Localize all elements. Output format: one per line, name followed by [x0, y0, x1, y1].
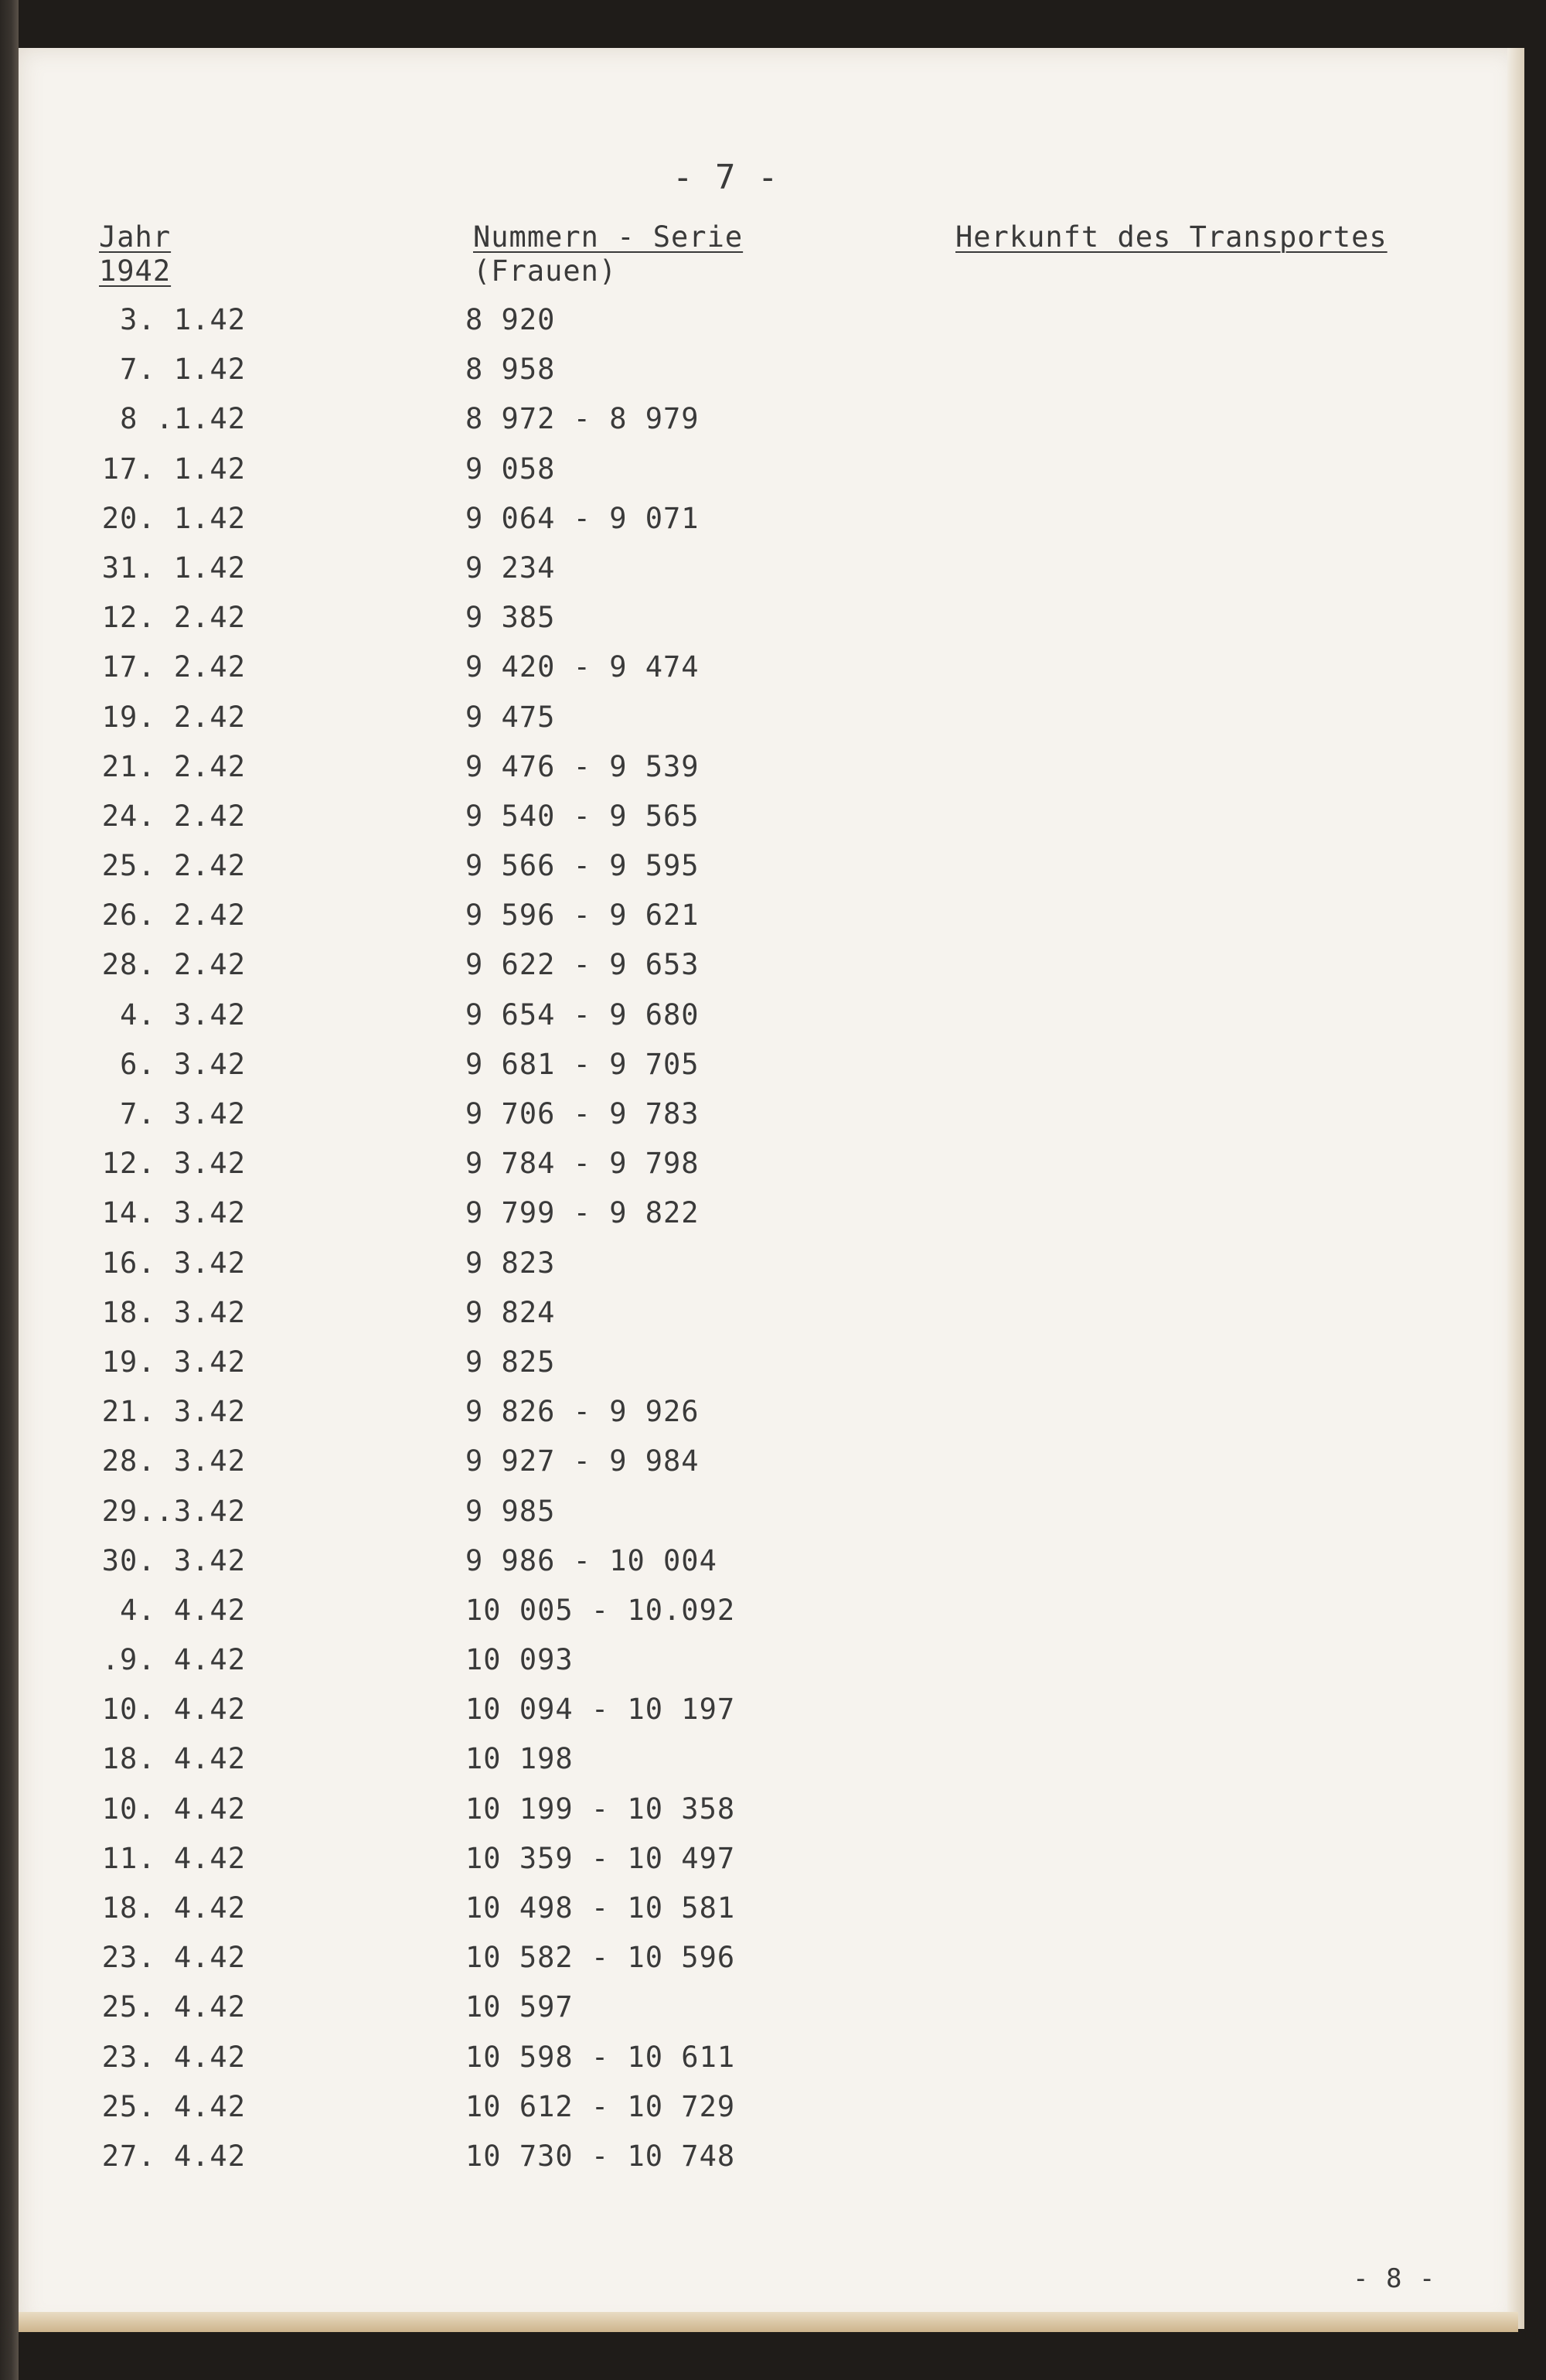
row-number-series: 9 476 - 9 539 [465, 749, 700, 783]
row-number-series: 10 359 - 10 497 [465, 1841, 736, 1875]
row-date: 6. 3.42 [120, 1047, 246, 1081]
row-number-series: 9 823 [465, 1246, 556, 1280]
row-date: 17. 1.42 [101, 452, 246, 486]
row-date: 18. 4.42 [101, 1742, 246, 1776]
table-row [0, 1842, 1469, 1891]
row-number-series: 9 825 [465, 1345, 556, 1379]
row-number-series: 9 654 - 9 680 [465, 997, 700, 1031]
table-row [0, 551, 1469, 601]
row-number-series: 9 058 [465, 452, 556, 486]
row-date: 7. 1.42 [120, 353, 246, 387]
page-number: - 7 - [673, 158, 779, 197]
row-date: 21. 3.42 [101, 1395, 246, 1429]
row-date: 16. 3.42 [101, 1246, 246, 1280]
row-number-series: 9 681 - 9 705 [465, 1047, 700, 1081]
table-row [0, 1544, 1469, 1594]
row-date: 23. 4.42 [101, 2040, 246, 2074]
row-number-series: 10 582 - 10 596 [465, 1941, 736, 1975]
row-number-series: 9 540 - 9 565 [465, 799, 700, 833]
table-row [0, 502, 1469, 551]
row-date: 19. 3.42 [101, 1345, 246, 1379]
row-date: 10. 4.42 [101, 1693, 246, 1727]
row-number-series: 9 799 - 9 822 [465, 1196, 700, 1230]
row-number-series: 9 824 [465, 1295, 556, 1329]
table-row [0, 701, 1469, 750]
row-number-series: 10 730 - 10 748 [465, 2139, 736, 2173]
table-row [0, 1495, 1469, 1544]
table-row [0, 402, 1469, 452]
row-number-series: 10 005 - 10.092 [465, 1593, 736, 1627]
row-date: 29..3.42 [101, 1494, 246, 1528]
row-date: 18. 4.42 [101, 1891, 246, 1925]
row-date: 12. 2.42 [101, 601, 246, 635]
table-row [0, 1742, 1469, 1792]
table-row [0, 1643, 1469, 1693]
row-date: 17. 2.42 [101, 650, 246, 684]
row-date: 7. 3.42 [120, 1097, 246, 1130]
table-row [0, 1444, 1469, 1494]
row-number-series: 9 985 [465, 1494, 556, 1528]
row-date: 4. 3.42 [120, 997, 246, 1031]
table-row [0, 2140, 1469, 2189]
table-row [0, 1345, 1469, 1395]
row-date: 25. 4.42 [101, 2089, 246, 2123]
row-number-series: 10 094 - 10 197 [465, 1693, 736, 1727]
table-row [0, 800, 1469, 849]
row-date: 10. 4.42 [101, 1792, 246, 1826]
row-date: 3. 1.42 [120, 303, 246, 336]
row-number-series: 9 566 - 9 595 [465, 849, 700, 883]
table-row [0, 2041, 1469, 2090]
row-number-series: 10 612 - 10 729 [465, 2089, 736, 2123]
table-row [0, 650, 1469, 700]
row-number-series: 9 475 [465, 700, 556, 734]
row-number-series: 9 784 - 9 798 [465, 1147, 700, 1181]
row-date: 27. 4.42 [101, 2139, 246, 2173]
table-row [0, 750, 1469, 800]
row-date: 14. 3.42 [101, 1196, 246, 1230]
row-number-series: 8 920 [465, 303, 556, 336]
row-number-series: 9 385 [465, 601, 556, 635]
row-number-series: 10 198 [465, 1742, 574, 1776]
row-date: 25. 2.42 [101, 849, 246, 883]
row-number-series: 9 826 - 9 926 [465, 1395, 700, 1429]
row-number-series: 9 064 - 9 071 [465, 501, 700, 535]
row-date: 4. 4.42 [120, 1593, 246, 1627]
row-number-series: 9 706 - 9 783 [465, 1097, 700, 1130]
table-row [0, 452, 1469, 502]
row-date: 20. 1.42 [101, 501, 246, 535]
table-row [0, 1395, 1469, 1444]
row-number-series: 9 986 - 10 004 [465, 1543, 717, 1577]
row-number-series: 8 958 [465, 353, 556, 387]
row-number-series: 10 498 - 10 581 [465, 1891, 736, 1925]
column-header-numbers-sub: (Frauen) [473, 254, 618, 288]
column-header-origin: Herkunft des Transportes [955, 220, 1388, 254]
next-page-marker: - 8 - [1353, 2263, 1436, 2294]
row-number-series: 8 972 - 8 979 [465, 402, 700, 436]
row-number-series: 9 596 - 9 621 [465, 898, 700, 933]
row-date: 28. 2.42 [101, 948, 246, 982]
table-row [0, 353, 1469, 402]
row-date: 31. 1.42 [101, 551, 246, 585]
row-number-series: 10 598 - 10 611 [465, 2040, 736, 2074]
table-row [0, 1147, 1469, 1196]
table-row [0, 601, 1469, 650]
row-date: 19. 2.42 [101, 700, 246, 734]
row-number-series: 9 622 - 9 653 [465, 948, 700, 982]
table-row [0, 1941, 1469, 1990]
row-date: 12. 3.42 [101, 1147, 246, 1181]
table-row [0, 1891, 1469, 1941]
row-date: .9. 4.42 [101, 1643, 246, 1677]
table-row [0, 303, 1469, 353]
page-edge-right [1507, 48, 1524, 2329]
row-date: 23. 4.42 [101, 1941, 246, 1975]
row-date: 11. 4.42 [101, 1841, 246, 1875]
row-number-series: 10 199 - 10 358 [465, 1792, 736, 1826]
table-row [0, 849, 1469, 898]
table-row [0, 1693, 1469, 1742]
column-header-numbers: Nummern - Serie [473, 220, 744, 254]
table-row [0, 1594, 1469, 1643]
table-row [0, 1196, 1469, 1246]
row-date: 25. 4.42 [101, 1990, 246, 2024]
table-row [0, 1246, 1469, 1296]
row-date: 24. 2.42 [101, 799, 246, 833]
row-date: 21. 2.42 [101, 749, 246, 783]
table-row [0, 898, 1469, 948]
row-number-series: 9 420 - 9 474 [465, 650, 700, 684]
row-number-series: 9 234 [465, 551, 556, 585]
table-row [0, 1048, 1469, 1097]
column-header-year: Jahr [99, 220, 172, 254]
table-row [0, 1097, 1469, 1147]
table-row [0, 1296, 1469, 1345]
table-row [0, 2090, 1469, 2140]
row-number-series: 9 927 - 9 984 [465, 1444, 700, 1478]
row-number-series: 10 093 [465, 1643, 574, 1677]
row-date: 28. 3.42 [101, 1444, 246, 1478]
table-row [0, 948, 1469, 997]
row-date: 8 .1.42 [120, 402, 246, 436]
column-header-year-value: 1942 [99, 254, 172, 288]
transport-table [0, 303, 1469, 2189]
table-row [0, 1990, 1469, 2040]
row-date: 30. 3.42 [101, 1543, 246, 1577]
row-date: 26. 2.42 [101, 898, 246, 933]
table-row [0, 998, 1469, 1048]
page-edge-bottom [19, 2312, 1518, 2332]
table-row [0, 1792, 1469, 1842]
row-number-series: 10 597 [465, 1990, 574, 2024]
row-date: 18. 3.42 [101, 1295, 246, 1329]
